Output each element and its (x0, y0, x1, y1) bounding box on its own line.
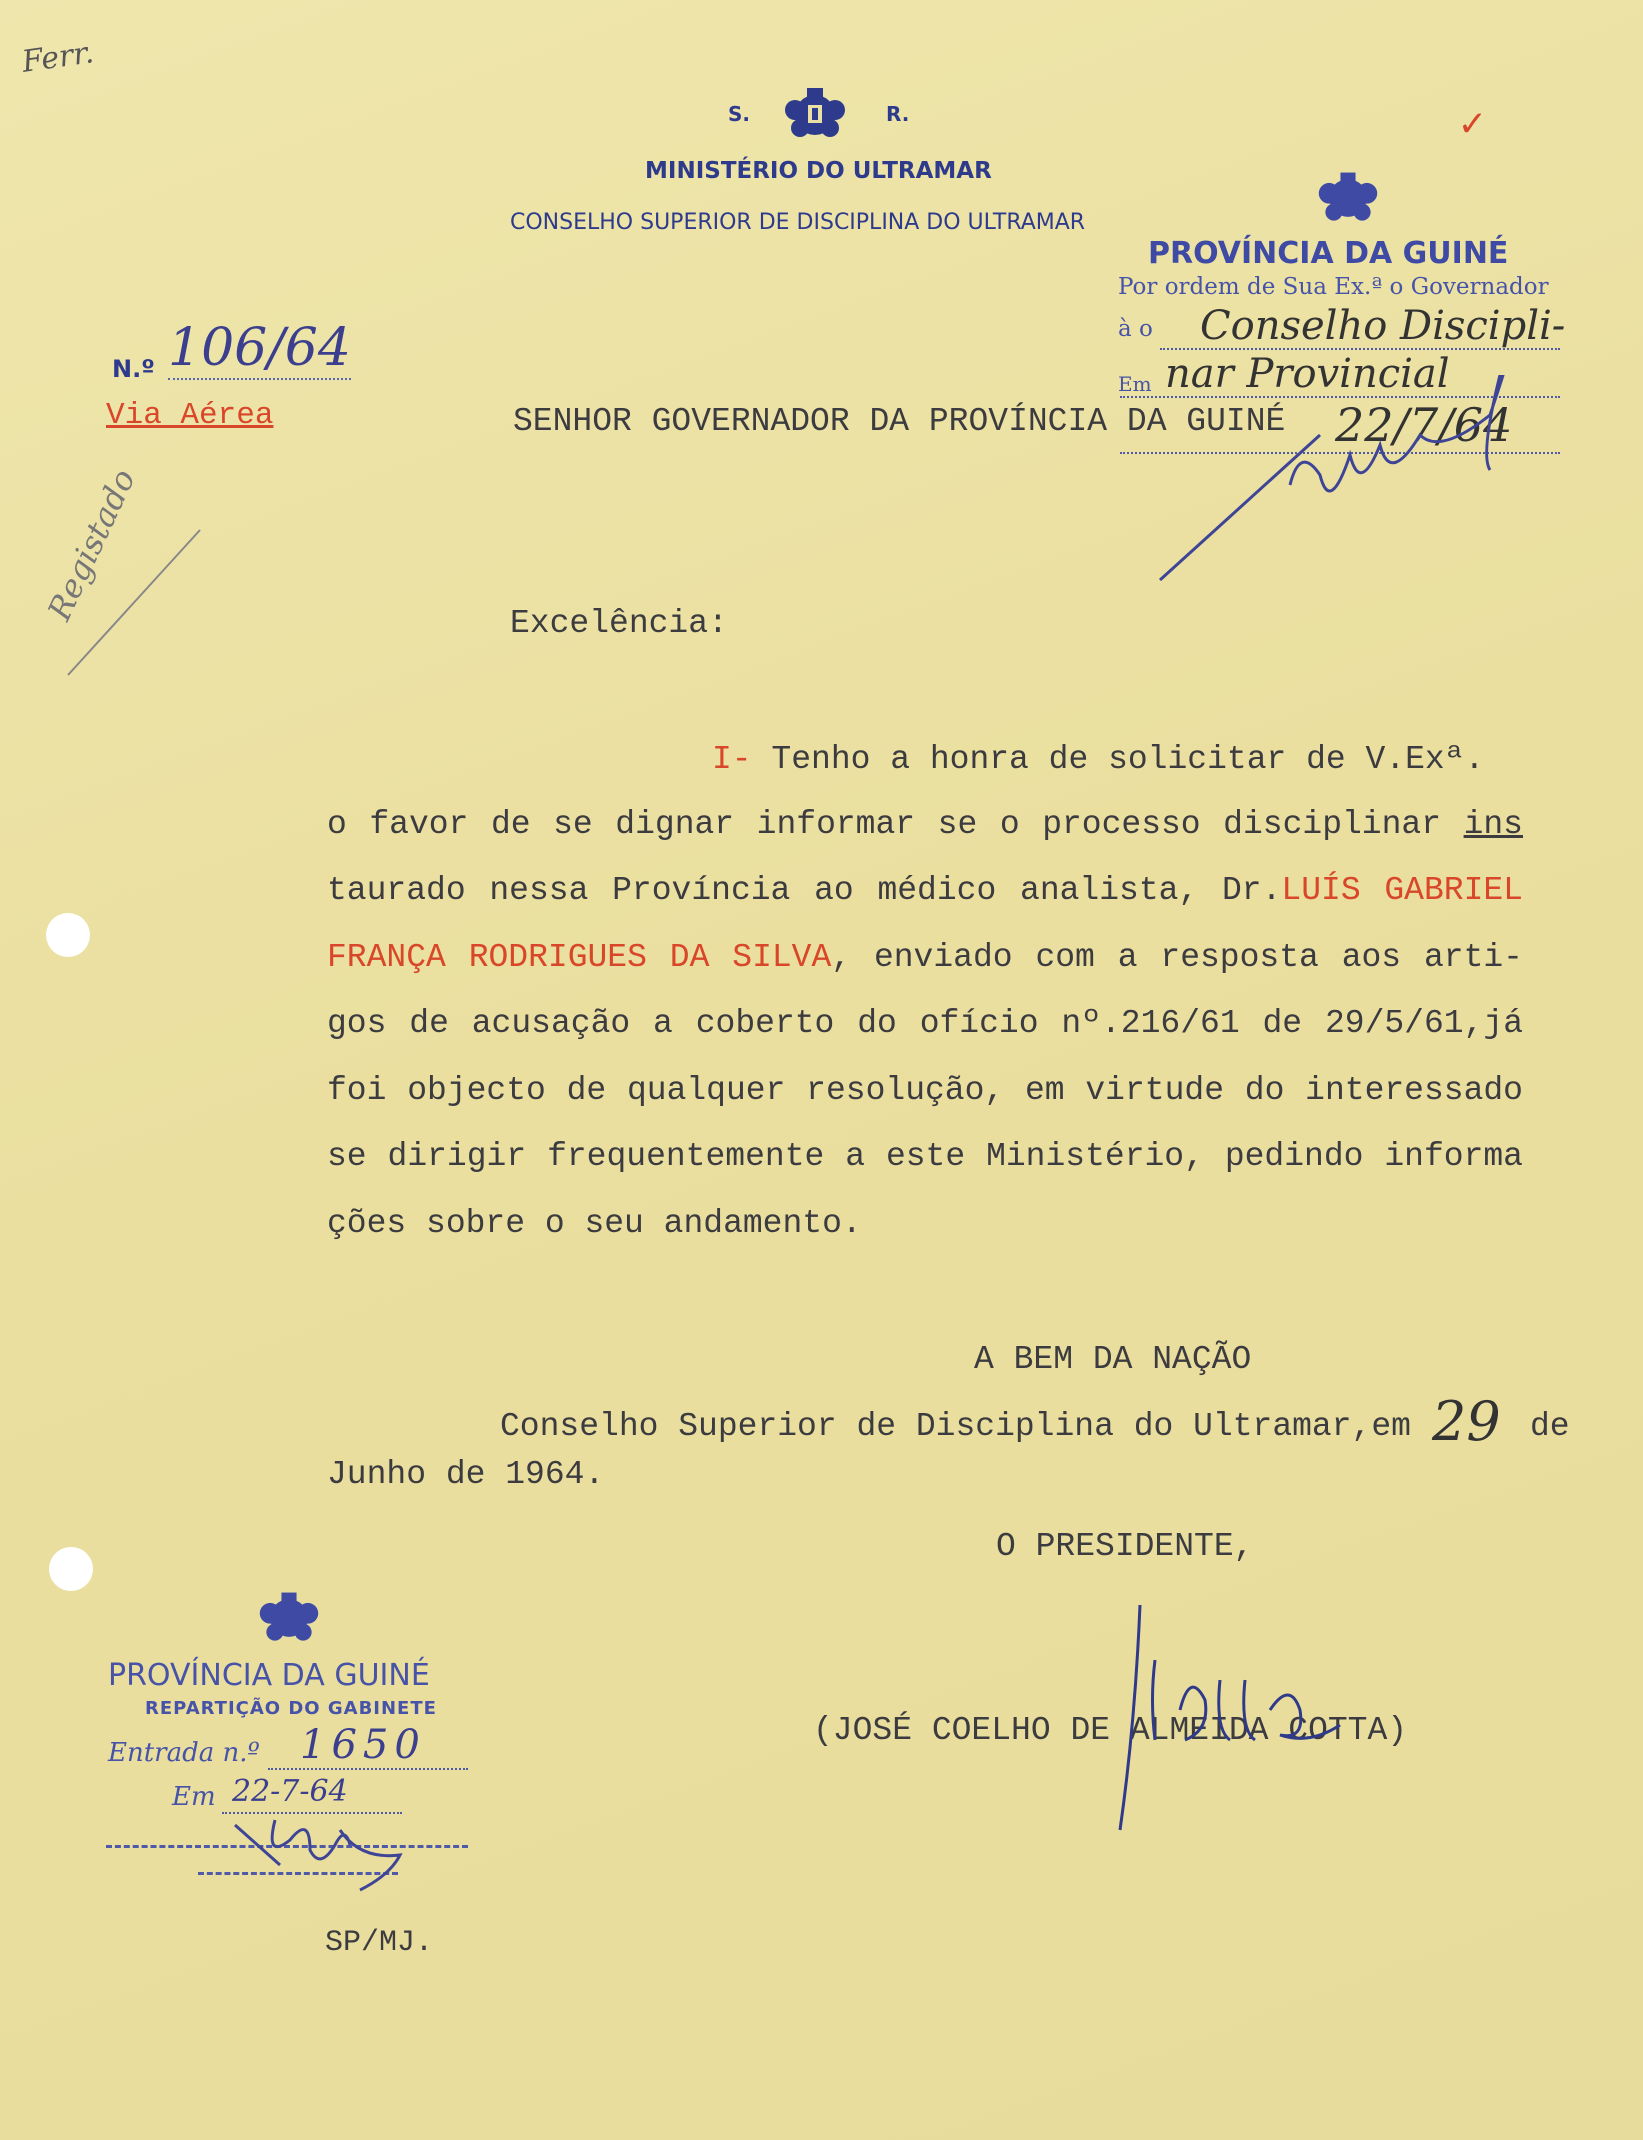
body-line-1 (712, 741, 1484, 778)
sr-left: S. (728, 102, 751, 126)
stamp-top-order: Por ordem de Sua Ex.ª o Governador (1118, 274, 1549, 300)
president-title: O PRESIDENTE, (996, 1528, 1254, 1565)
closing-place: Conselho Superior de Disciplina do Ultramar,em (500, 1408, 1411, 1445)
stamp-bottom-em-value: 22-7-64 (232, 1774, 348, 1809)
corner-scribble: Ferr. (19, 35, 96, 80)
coat-of-arms-icon (770, 80, 860, 150)
stamp-bottom-entry-value: 1650 (300, 1722, 426, 1768)
reference-number-label: N.º (112, 355, 155, 383)
stamp-line (1160, 348, 1560, 350)
body-line-6: foi objecto de qualquer resolução, em virtude do interessado (327, 1072, 1523, 1109)
council-name: CONSELHO SUPERIOR DE DISCIPLINA DO ULTRAMAR (510, 210, 1086, 235)
body-text: , enviado com a resposta aos arti- (831, 939, 1523, 976)
body-text: taurado nessa Província ao médico analista, Dr. (327, 872, 1282, 909)
stamp-line (222, 1812, 402, 1814)
reference-number: 106/64 (168, 318, 351, 378)
closing-day: 29 (1432, 1390, 1501, 1453)
body-line-5: gos de acusação a coberto do ofício nº.216/61 de 29/5/61,já (327, 1005, 1523, 1042)
body-line-3 (327, 872, 1523, 909)
closing-de: de (1530, 1408, 1570, 1445)
body-text: ins (1463, 806, 1523, 843)
body-line-2 (327, 806, 1523, 843)
stamp-top-to-label: à o (1118, 316, 1153, 342)
paragraph-number: I- (712, 741, 752, 778)
check-mark: ✓ (1460, 104, 1485, 149)
body-text: o favor de se dignar informar se o processo disciplinar (327, 806, 1464, 843)
typist-reference: SP/MJ. (325, 1926, 434, 1960)
coat-of-arms-icon (1305, 165, 1391, 231)
via-aerea: Via Aérea (106, 398, 274, 433)
president-signature (1080, 1600, 1400, 1840)
stamp-bottom-subtitle: REPARTIÇÃO DO GABINETE (145, 1698, 437, 1719)
stamp-top-to-value-1: Conselho Discipli- (1200, 303, 1566, 349)
body-line-7: se dirigir frequentemente a este Ministério, pedindo informa (327, 1138, 1523, 1175)
signatory-name: (JOSÉ COELHO DE ALMEIDA COTTA) (813, 1712, 1408, 1749)
salutation: Excelência: (510, 605, 728, 642)
punch-hole (46, 913, 90, 957)
stamp-line (268, 1768, 468, 1770)
body-line-4 (327, 939, 1523, 976)
punch-hole (49, 1547, 93, 1591)
stamp-top-em-value: 22/7/64 (1335, 398, 1513, 452)
stamp-top-initials (1140, 375, 1580, 595)
margin-note: Registado (40, 463, 143, 627)
stamp-bottom-entry-label: Entrada n.º (108, 1738, 260, 1768)
stamp-bottom-title: PROVÍNCIA DA GUINÉ (108, 1658, 430, 1693)
body-text: Tenho a honra de solicitar de V.Exª. (751, 741, 1485, 778)
patient-name: LUÍS GABRIEL (1281, 872, 1523, 909)
margin-stroke (60, 520, 210, 680)
stamp-top-em-label: Em (1118, 372, 1152, 396)
stamp-bottom-em-label: Em (172, 1782, 216, 1812)
coat-of-arms-icon (245, 1585, 333, 1651)
body-line-8: ções sobre o seu andamento. (327, 1205, 862, 1242)
patient-name: FRANÇA RODRIGUES DA SILVA (327, 939, 832, 976)
ministry-name: MINISTÉRIO DO ULTRAMAR (645, 158, 992, 184)
stamp-top-title: PROVÍNCIA DA GUINÉ (1148, 236, 1509, 271)
stamp-bottom-initials (230, 1815, 430, 1895)
motto: A BEM DA NAÇÃO (974, 1341, 1252, 1378)
sr-right: R. (886, 102, 910, 126)
closing-date: Junho de 1964. (327, 1456, 605, 1493)
addressee: SENHOR GOVERNADOR DA PROVÍNCIA DA GUINÉ (513, 403, 1286, 440)
stamp-top-to-value-2: nar Provincial (1165, 351, 1450, 397)
